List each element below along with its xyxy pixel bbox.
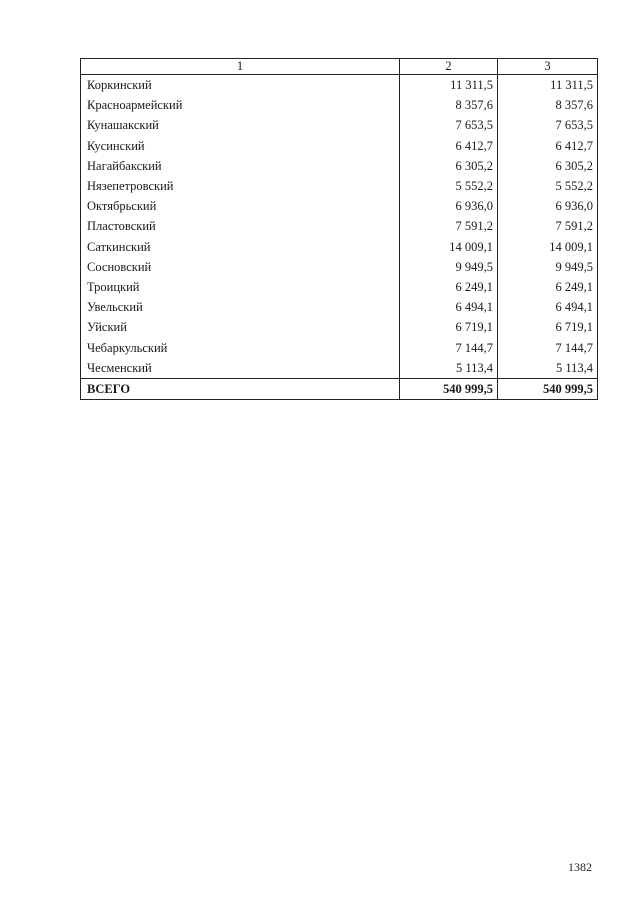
column-header-1: 1 — [81, 59, 400, 75]
value-col2: 9 949,5 — [400, 257, 498, 277]
total-col3: 540 999,5 — [498, 378, 598, 399]
value-col2: 8 357,6 — [400, 95, 498, 115]
value-col2: 6 412,7 — [400, 136, 498, 156]
district-name: Чесменский — [81, 358, 400, 379]
value-col3: 7 144,7 — [498, 337, 598, 357]
value-col2: 5 113,4 — [400, 358, 498, 379]
table-row — [81, 115, 598, 135]
value-col2: 6 936,0 — [400, 196, 498, 216]
district-name: Саткинский — [81, 237, 400, 257]
table-row — [81, 196, 598, 216]
total-col2: 540 999,5 — [400, 378, 498, 399]
table-row — [81, 136, 598, 156]
value-col3: 6 494,1 — [498, 297, 598, 317]
table-body — [81, 75, 598, 379]
table-row — [81, 277, 598, 297]
district-name: Нагайбакский — [81, 156, 400, 176]
table-row — [81, 257, 598, 277]
district-name: Увельский — [81, 297, 400, 317]
value-col2: 6 305,2 — [400, 156, 498, 176]
table-row — [81, 237, 598, 257]
value-col3: 8 357,6 — [498, 95, 598, 115]
value-col3: 6 249,1 — [498, 277, 598, 297]
table-row — [81, 337, 598, 357]
value-col2: 6 719,1 — [400, 317, 498, 337]
value-col2: 6 494,1 — [400, 297, 498, 317]
column-header-3: 3 — [498, 59, 598, 75]
value-col2: 7 591,2 — [400, 216, 498, 236]
district-name: Нязепетровский — [81, 176, 400, 196]
value-col3: 11 311,5 — [498, 75, 598, 96]
value-col2: 14 009,1 — [400, 237, 498, 257]
table-row — [81, 358, 598, 379]
budget-table — [80, 58, 598, 400]
value-col3: 7 653,5 — [498, 115, 598, 135]
district-name: Октябрьский — [81, 196, 400, 216]
table-row — [81, 156, 598, 176]
value-col3: 6 936,0 — [498, 196, 598, 216]
total-row — [81, 378, 598, 399]
value-col2: 11 311,5 — [400, 75, 498, 96]
column-number-header-row — [81, 59, 598, 75]
district-name: Сосновский — [81, 257, 400, 277]
value-col3: 6 305,2 — [498, 156, 598, 176]
table-row — [81, 75, 598, 96]
table-row — [81, 317, 598, 337]
column-header-2: 2 — [400, 59, 498, 75]
table-row — [81, 297, 598, 317]
value-col2: 7 653,5 — [400, 115, 498, 135]
value-col2: 6 249,1 — [400, 277, 498, 297]
district-name: Красноармейский — [81, 95, 400, 115]
table-row — [81, 176, 598, 196]
value-col3: 9 949,5 — [498, 257, 598, 277]
district-name: Уйский — [81, 317, 400, 337]
total-label: ВСЕГО — [81, 378, 400, 399]
district-name: Кусинский — [81, 136, 400, 156]
value-col2: 5 552,2 — [400, 176, 498, 196]
value-col3: 5 113,4 — [498, 358, 598, 379]
district-name: Пластовский — [81, 216, 400, 236]
value-col3: 6 412,7 — [498, 136, 598, 156]
district-name: Чебаркульский — [81, 337, 400, 357]
value-col3: 7 591,2 — [498, 216, 598, 236]
value-col3: 14 009,1 — [498, 237, 598, 257]
district-name: Коркинский — [81, 75, 400, 96]
page-number: 1382 — [568, 860, 592, 874]
district-name: Троицкий — [81, 277, 400, 297]
table-row — [81, 216, 598, 236]
value-col2: 7 144,7 — [400, 337, 498, 357]
value-col3: 5 552,2 — [498, 176, 598, 196]
table-row — [81, 95, 598, 115]
value-col3: 6 719,1 — [498, 317, 598, 337]
district-name: Кунашакский — [81, 115, 400, 135]
budget-table-container — [80, 58, 597, 400]
